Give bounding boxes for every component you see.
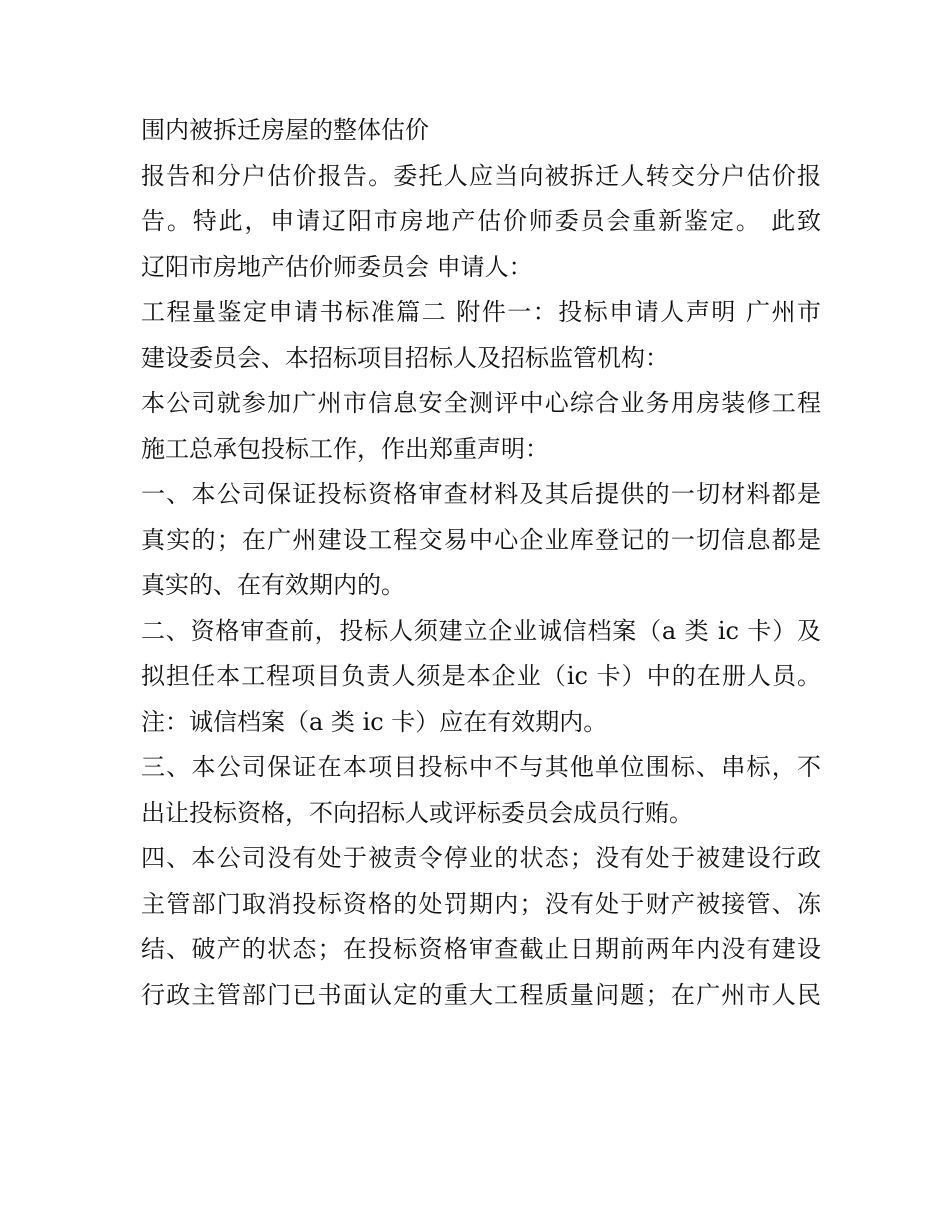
document-line: 本公司就参加广州市信息安全测评中心综合业务用房装修工程 xyxy=(141,389,821,417)
document-body xyxy=(141,108,821,1018)
document-line: 三、本公司保证在本项目投标中不与其他单位围标、串标，不 xyxy=(141,753,821,781)
document-line: 辽阳市房地产估价师委员会 申请人： xyxy=(141,252,533,281)
document-line: 施工总承包投标工作，作出郑重声明： xyxy=(141,434,549,463)
document-line: 出让投标资格，不向招标人或评标委员会成员行贿。 xyxy=(141,798,693,827)
document-line: 结、破产的状态；在投标资格审查截止日期前两年内没有建设 xyxy=(141,935,821,963)
document-line: 真实的、在有效期内的。 xyxy=(141,571,405,599)
document-line: 围内被拆迁房屋的整体估价 xyxy=(141,116,429,144)
document-line: 一、本公司保证投标资格审查材料及其后提供的一切材料都是 xyxy=(141,480,821,508)
document-line: 行政主管部门已书面认定的重大工程质量问题；在广州市人民 xyxy=(141,980,821,1009)
document-line: 二、资格审查前，投标人须建立企业诚信档案（a 类 ic 卡）及 xyxy=(141,616,821,645)
document-line: 四、本公司没有处于被责令停业的状态；没有处于被建设行政 xyxy=(141,844,821,872)
document-line: 建设委员会、本招标项目招标人及招标监管机构： xyxy=(141,343,669,372)
document-line: 拟担任本工程项目负责人须是本企业（ic 卡）中的在册人员。 xyxy=(141,662,821,690)
document-line: 告。特此，申请辽阳市房地产估价师委员会重新鉴定。 此致 xyxy=(141,207,821,235)
document-line: 主管部门取消投标资格的处罚期内；没有处于财产被接管、冻 xyxy=(141,889,821,918)
document-line: 报告和分户估价报告。委托人应当向被拆迁人转交分户估价报 xyxy=(141,161,821,190)
document-line: 工程量鉴定申请书标准篇二 附件一：投标申请人声明 广州市 xyxy=(141,298,821,326)
document-line: 真实的；在广州建设工程交易中心企业库登记的一切信息都是 xyxy=(141,525,821,554)
document-line: 注：诚信档案（a 类 ic 卡）应在有效期内。 xyxy=(141,707,608,736)
